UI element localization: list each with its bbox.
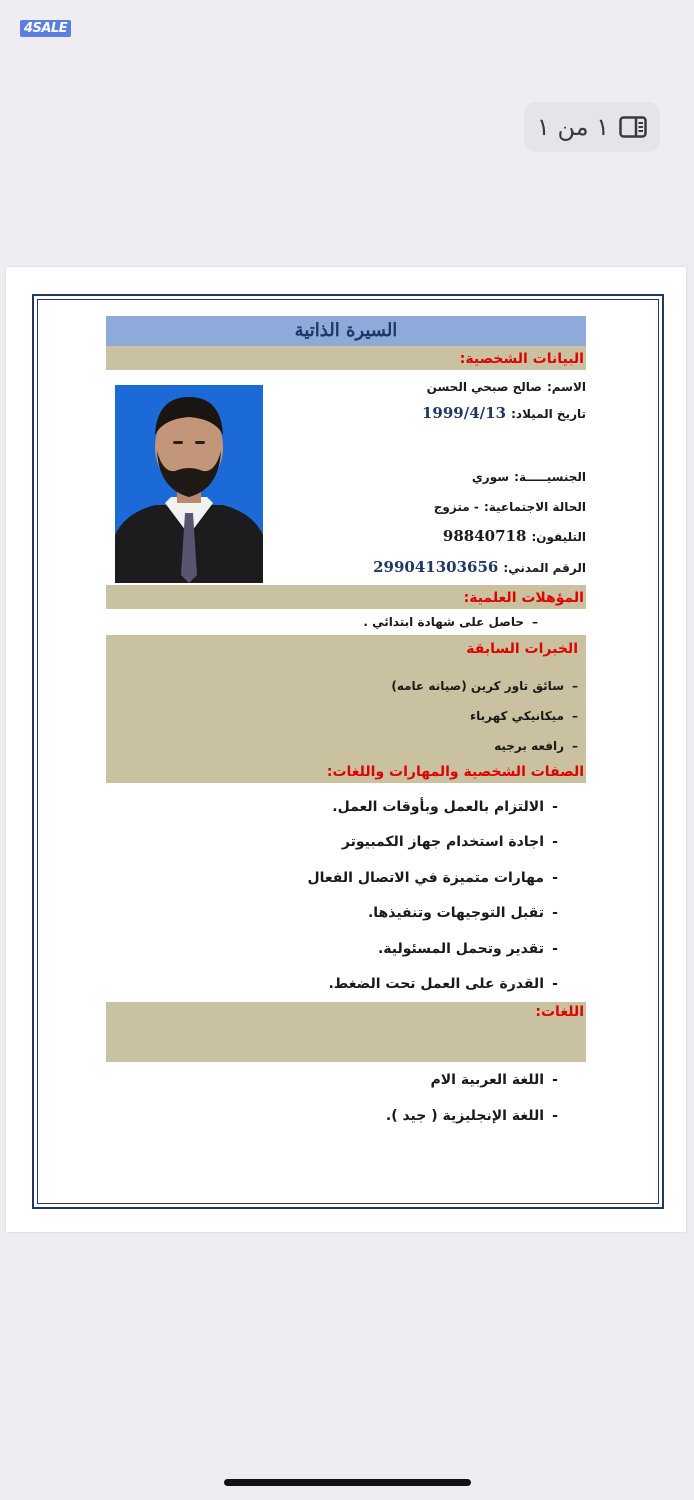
skill-item: - القدرة على العمل تحت الضغط. bbox=[328, 976, 558, 993]
civil-id-value: 299041303656 bbox=[373, 558, 499, 576]
cv-title: السيرة الذاتية bbox=[106, 316, 586, 346]
dob-value: 1999/4/13 bbox=[421, 404, 507, 422]
sidebar-toggle-icon bbox=[619, 116, 647, 138]
experience-section bbox=[106, 635, 586, 759]
marital-value: - متزوج bbox=[433, 500, 479, 514]
education-item: –حاصل على شهادة ابتدائي . bbox=[363, 615, 538, 629]
marital-row: الحالة الاجتماعية: - متزوج bbox=[433, 500, 586, 514]
document-page bbox=[6, 267, 686, 1232]
language-item: - اللغة العربية الام bbox=[430, 1072, 558, 1088]
dob-row: تاريخ الميلاد: 1999/4/13 bbox=[421, 404, 586, 422]
phone-value: 98840718 bbox=[442, 527, 527, 545]
experience-heading: الخبرات السابقة bbox=[466, 641, 578, 657]
experience-item: –رافعه برجيه bbox=[494, 739, 578, 753]
personal-heading: البيانات الشخصية: bbox=[106, 346, 586, 370]
experience-item: –سائق تاور كرين (صيانه عامه) bbox=[391, 679, 578, 693]
page-count: ١ من ١ bbox=[536, 113, 610, 141]
home-indicator[interactable] bbox=[224, 1479, 471, 1486]
name-row: الاسم: صالح صبحي الحسن bbox=[426, 380, 586, 394]
languages-list bbox=[106, 1062, 586, 1134]
languages-heading: اللغات: bbox=[106, 1002, 586, 1062]
nationality-row: الجنسيـــــة: سوري bbox=[471, 470, 586, 484]
skills-heading: الصفات الشخصية والمهارات واللغات: bbox=[106, 759, 586, 783]
civil-id-row: الرقم المدني: 299041303656 bbox=[373, 558, 586, 576]
skill-item: - اجادة استخدام جهاز الكمبيوتر bbox=[341, 834, 558, 851]
profile-photo bbox=[115, 385, 263, 583]
personal-section bbox=[106, 370, 586, 585]
experience-item: –ميكانيكي كهرباء bbox=[469, 709, 578, 723]
name-value: صالح صبحي الحسن bbox=[426, 380, 542, 394]
page-indicator[interactable] bbox=[524, 102, 660, 152]
skill-item: - مهارات متميزة في الاتصال الفعال bbox=[307, 869, 558, 886]
phone-row: التليفون: 98840718 bbox=[442, 527, 586, 545]
skill-item: - الالتزام بالعمل وبأوقات العمل. bbox=[332, 798, 558, 815]
skill-item: - تقدير وتحمل المسئولية. bbox=[377, 940, 558, 957]
watermark-logo: 4SALE bbox=[20, 20, 71, 37]
language-item: - اللغة الإنجليزية ( جيد ). bbox=[385, 1108, 558, 1124]
cv-content bbox=[106, 316, 586, 1134]
education-heading: المؤهلات العلمية: bbox=[106, 585, 586, 609]
nationality-value: سوري bbox=[471, 470, 510, 484]
skill-item: - تقبل التوجيهات وتنفيذها. bbox=[367, 905, 558, 922]
skills-list bbox=[106, 783, 586, 1002]
person-portrait-icon bbox=[115, 385, 263, 583]
